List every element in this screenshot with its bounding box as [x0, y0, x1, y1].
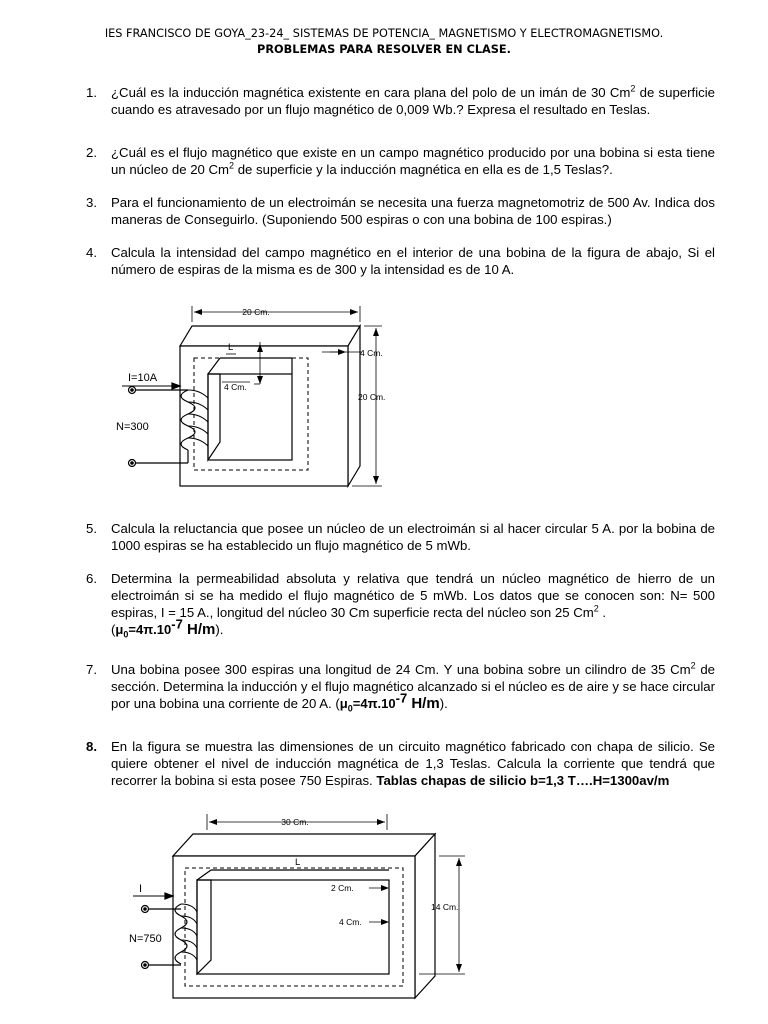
- figure-2-current-label: I: [139, 883, 143, 895]
- figure-1-length-label: L: [228, 342, 234, 353]
- figure-1-magnetic-core: [110, 298, 400, 498]
- problem-number: 6.: [86, 571, 97, 586]
- figure-2-thickness-b-label: 4 Cm.: [339, 917, 362, 927]
- problem-number: 1.: [86, 85, 97, 100]
- problem-number: 2.: [86, 145, 97, 160]
- figure-2-turns-label: N=750: [129, 933, 162, 945]
- figure-2-magnetic-core: [125, 808, 475, 1008]
- figure-1-inner-label: 4 Cm.: [224, 382, 247, 392]
- problem-number: 3.: [86, 195, 97, 210]
- figure-2-thickness-a-label: 2 Cm.: [331, 883, 354, 893]
- problem-number: 7.: [86, 662, 97, 677]
- figure-1-thickness-label: 4 Cm.: [360, 348, 383, 358]
- problem-number: 5.: [86, 521, 97, 536]
- figure-1-height-label: 20 Cm.: [358, 392, 386, 402]
- figure-2-length-label: L: [295, 857, 301, 868]
- problem-number: 8.: [86, 739, 97, 754]
- figure-1-current-label: I=10A: [128, 372, 158, 384]
- problem-number: 4.: [86, 245, 97, 260]
- figure-2-width-label: 30 Cm.: [281, 817, 309, 827]
- figure-1-turns-label: N=300: [116, 421, 149, 433]
- document-header-line1: IES FRANCISCO DE GOYA_23-24_ SISTEMAS DE POTENCIA_ MAGNETISMO Y ELECTROMAGNETISMO.: [104, 27, 664, 40]
- figure-2-height-label: 14 Cm.: [431, 902, 459, 912]
- figure-1-width-label: 20 Cm.: [242, 307, 270, 317]
- document-header-line2: PROBLEMAS PARA RESOLVER EN CLASE.: [257, 43, 511, 56]
